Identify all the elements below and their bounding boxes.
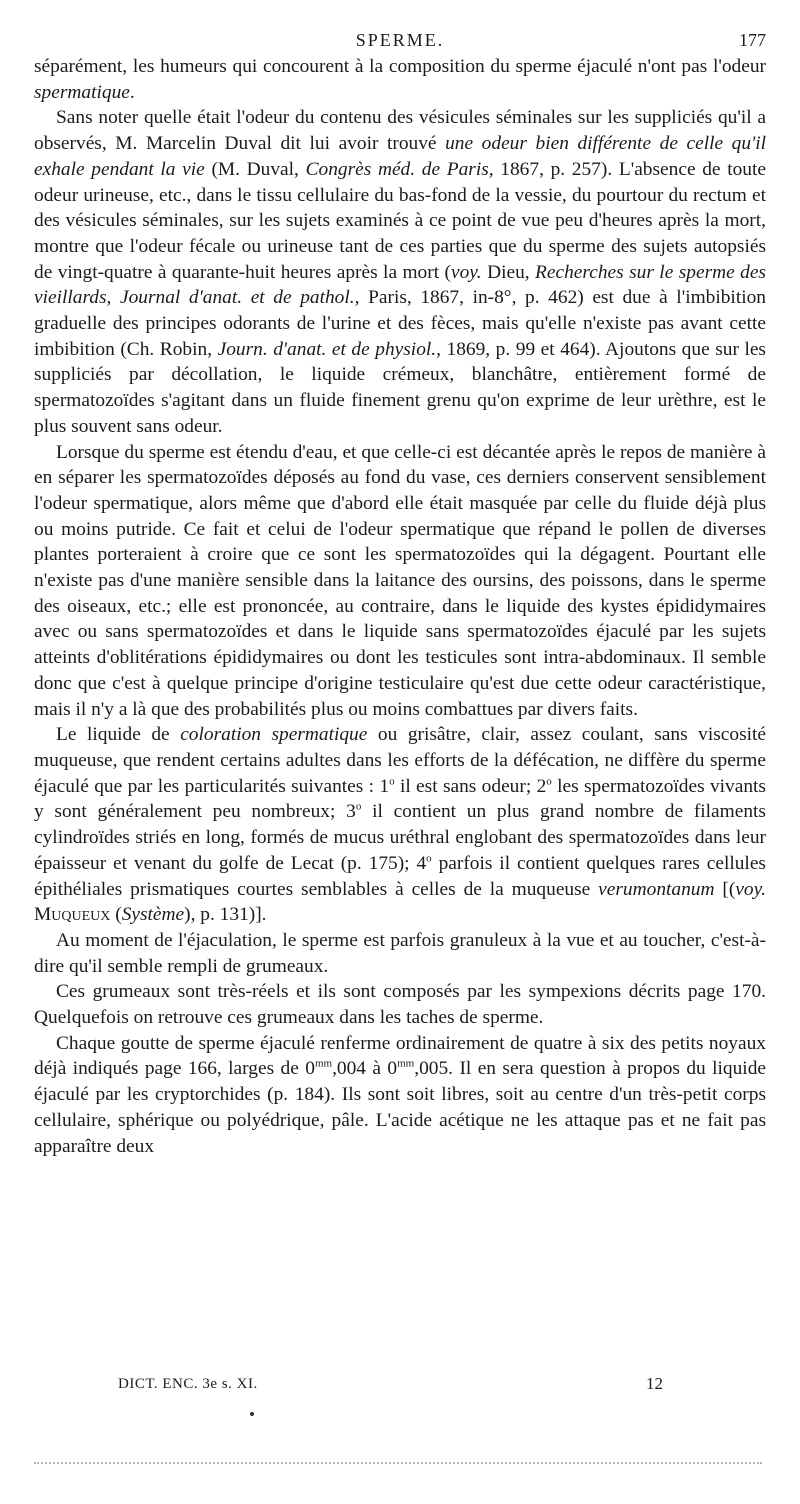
paragraph-7: Chaque goutte de sperme éjaculé renferme ordinairement de quatre à six des petits noyaux déjà indiqués page 166, larges de $0^{mm},004$ à $0^{mm},005$. Il en sera question à propos du liquide éjaculé par les cryptorchides (p. 184). Ils sont soit libres, soit au centre d'un très-petit corps cellulaire, sphérique ou polyédrique, pâle. L'acide acétique ne les attaque pas et ne fait pas apparaître deux: [34, 1032, 766, 1157]
signature-mark: DICT. ENC. 3e s. XI.: [118, 1376, 258, 1392]
bottom-rule: [34, 1462, 762, 1464]
running-header: [34, 30, 766, 54]
signature-number: 12: [646, 1374, 663, 1393]
page-number: 177: [739, 30, 766, 50]
paragraph-1: séparément, les humeurs qui concourent à la composition du sperme éjaculé n'ont pas l'odeur spermatique.: [34, 56, 766, 103]
paragraph-2: Sans noter quelle était l'odeur du contenu des vésicules séminales sur les suppliciés qu'il a observés, M. Marcelin Duval dit lui avoir trouvé une odeur bien différente de celle qu'il exhale pendant la vie (M. Duval, Congrès méd. de Paris, 1867, p. 257). L'absence de toute odeur urineuse, etc., dans le tissu cellulaire du bas-fond de la vessie, du pourtour du rectum et des vésicules séminales, sur les sujets examinés à ce point de vue peu d'heures après la mort, montre que l'odeur fécale ou urineuse tant de ces parties que du sperme des sujets autopsiés de vingt-quatre à quarante-huit heures après la mort (voy. Dieu, Recherches sur le sperme des vieillards, Journal d'anat. et de pathol., Paris, 1867, in-8°, p. 462) est due à l'imbibition graduelle des principes odorants de l'urine et des fèces, mais qu'elle n'existe pas avant cette imbibition (Ch. Robin, Journ. d'anat. et de physiol., 1869, p. 99 et 464). Ajoutons que sur les suppliciés par décollation, le liquide crémeux, blanchâtre, entièrement formé de spermatozoïdes s'agitant dans un fluide finement grenu qu'on exprime de leur urèthre, est le plus souvent sans odeur.: [34, 107, 766, 437]
paragraph-6: Ces grumeaux sont très-réels et ils sont composés par les sympexions décrits page 170. Quelquefois on retrouve ces grumeaux dans les taches de sperme.: [34, 981, 766, 1029]
signature-footer: [118, 1376, 678, 1396]
paragraph-5: Au moment de l'éjaculation, le sperme est parfois granuleux à la vue et au toucher, c'est-à-dire qu'il semble rempli de grumeaux.: [34, 929, 766, 977]
running-title: SPERME.: [355, 30, 445, 50]
paragraph-3: Lorsque du sperme est étendu d'eau, et que celle-ci est décantée après le repos de manière à en séparer les spermatozoïdes déposés au fond du vase, ces derniers conservent sensiblement l'odeur spermatique, alors même que d'abord elle était masquée par celle du fluide déjà plus ou moins putride. Ce fait et celui de l'odeur spermatique que répand le pollen de diverses plantes porteraient à croire que ce sont les spermatozoïdes qui la dégagent. Pourtant elle n'existe pas d'une manière sensible dans la laitance des oursins, des poissons, dans le sperme des oiseaux, etc.; elle est prononcée, au contraire, dans le liquide des kystes épididymaires avec ou sans spermatozoïdes et dans le liquide sans spermatozoïdes éjaculé par les sujets atteints d'oblitérations épididymaires ou dont les testicules sont intra-abdominaux. Il semble donc que c'est à quelque principe d'origine testiculaire qu'est due cette odeur caractéristique, mais il n'y a là que des probabilités plus ou moins combattues par divers faits.: [34, 441, 766, 720]
paragraph-4: Le liquide de coloration spermatique ou grisâtre, clair, assez coulant, sans viscosité muqueuse, que rendent certains adultes dans les efforts de la défécation, ne diffère du sperme éjaculé que par les particularités suivantes : 1$^o$ il est sans odeur; 2$^o$ les spermatozoïdes vivants y sont généralement peu nombreux; 3$^o$ il contient un plus grand nombre de filaments cylindroïdes striés en long, formés de mucus uréthral englobant des spermatozoïdes dans leur épaisseur et venant du golfe de Lecat (p. 175); 4$^o$ parfois il contient quelques rares cellules épithéliales prismatiques courtes semblables à celles de la muqueuse verumontanum [(voy. Muqueux (Système), p. 131)].: [34, 724, 766, 926]
page-body: [34, 54, 766, 1159]
ink-dot: [250, 1412, 254, 1416]
page: [34, 30, 766, 1159]
